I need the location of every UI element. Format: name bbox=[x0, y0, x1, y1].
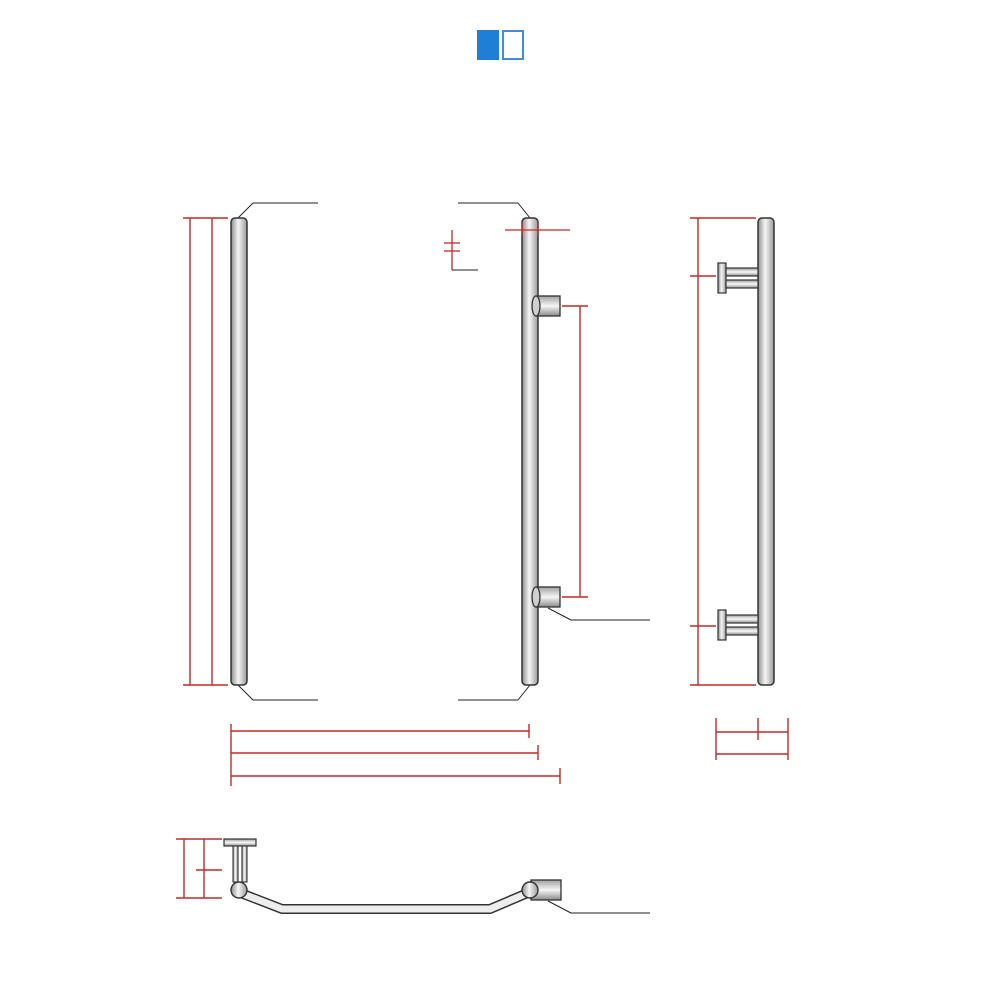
top-connection-nozzle bbox=[532, 296, 560, 316]
top-view-dimensions bbox=[176, 839, 222, 898]
connection-spacing-dimension bbox=[562, 306, 588, 597]
front-width-dimensions bbox=[231, 724, 560, 786]
top-view-bracket bbox=[224, 839, 256, 882]
tube-offset-dimension bbox=[505, 222, 570, 236]
side-depth-dimensions bbox=[716, 718, 788, 760]
top-wall-bracket bbox=[718, 263, 758, 293]
front-left-dimensions bbox=[183, 218, 228, 685]
bottom-wall-bracket bbox=[718, 610, 758, 640]
side-tube bbox=[758, 218, 774, 685]
bottom-connection-nozzle bbox=[532, 587, 560, 607]
top-view-connection bbox=[522, 880, 561, 900]
top-view-rung bbox=[238, 892, 530, 909]
top-view-left-tube bbox=[231, 882, 247, 898]
rung-diameter-dimension bbox=[444, 230, 460, 270]
right-tube bbox=[522, 218, 538, 685]
left-tube bbox=[231, 218, 247, 685]
